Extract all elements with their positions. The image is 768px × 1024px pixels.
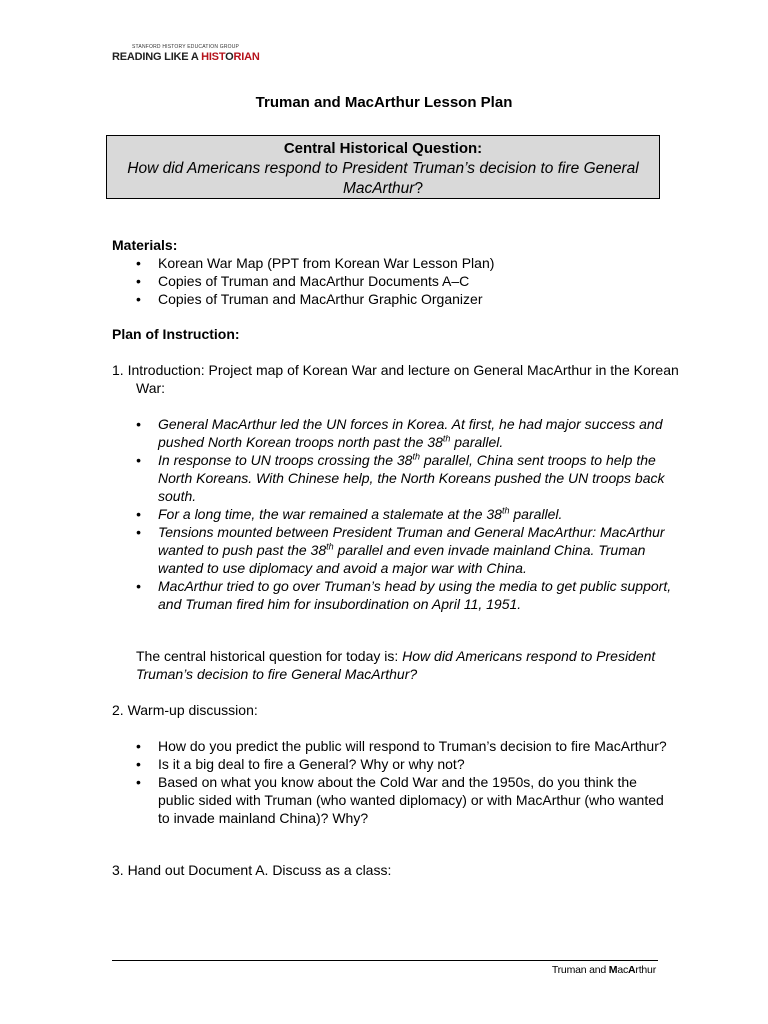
central-question-box <box>106 135 660 199</box>
step-2-bullets <box>112 737 672 827</box>
list-item: • In response to UN troops crossing the 38th parallel, China sent troops to help the North Koreans. With Chinese help, the North Koreans pushed the UN troops back south. <box>112 451 672 505</box>
logo-text-1: READING LIKE A <box>112 51 202 63</box>
central-question-statement <box>112 647 672 683</box>
plan-heading: Plan of Instruction: <box>112 326 240 342</box>
central-question-heading: Central Historical Question: <box>283 140 483 157</box>
materials-section <box>112 236 672 308</box>
logo-wordmark <box>112 51 260 63</box>
materials-heading: Materials: <box>112 237 178 253</box>
logo-group-name: STANFORD HISTORY EDUCATION GROUP <box>132 44 240 50</box>
logo <box>112 44 260 63</box>
central-question-italic: How did Americans respond to President Truman’s decision to fire General MacArthur <box>127 160 639 197</box>
list-item: • MacArthur tried to go over Truman’s head by using the media to get public support, and Truman fired him for insubordination on April 11, 1951. <box>112 577 672 613</box>
list-item: • How do you predict the public will respond to Truman’s decision to fire MacArthur? <box>112 737 672 755</box>
materials-list <box>112 254 672 308</box>
list-item: • Is it a big deal to fire a General? Why or why not? <box>112 755 672 773</box>
step-1: 1. Introduction: Project map of Korean War and lecture on General MacArthur in the Korean War: <box>112 362 679 396</box>
list-item: • General MacArthur led the UN forces in Korea. At first, he had major success and pushed North Korean troops north past the 38th parallel. <box>112 415 672 451</box>
central-question-text <box>107 159 659 199</box>
logo-text-4: RIAN <box>233 51 260 63</box>
list-item: • Based on what you know about the Cold War and the 1950s, do you think the public sided with Truman (who wanted diplomacy) or with MacArthur (who wanted to invade mainland China)? Why? <box>112 773 672 827</box>
list-item: • Copies of Truman and MacArthur Documents A–C <box>112 272 672 290</box>
step-1-bullets <box>112 415 672 613</box>
list-item: • Korean War Map (PPT from Korean War Lesson Plan) <box>112 254 672 272</box>
page-title: Truman and MacArthur Lesson Plan <box>255 94 513 111</box>
list-item: • Tensions mounted between President Truman and General MacArthur: MacArthur wanted to push past the 38th parallel and even invade mainland China. Truman wanted to use diplomacy and avoid a major war with China. <box>112 523 672 577</box>
list-item: • For a long time, the war remained a stalemate at the 38th parallel. <box>112 505 672 523</box>
central-lead: The central historical question for today is: <box>136 648 403 664</box>
list-item: • Copies of Truman and MacArthur Graphic Organizer <box>112 290 672 308</box>
central-question-inline: How did Americans respond to President Truman’s decision to fire General MacArthur? <box>136 648 656 682</box>
logo-text-2: HIST <box>201 51 226 63</box>
step-2: 2. Warm-up discussion: <box>112 702 258 718</box>
footer-divider <box>112 960 658 961</box>
central-question-end: ? <box>414 180 424 197</box>
footer: Truman and MacArthur <box>551 964 656 976</box>
logo-text-3: O <box>225 51 234 63</box>
step-3: 3. Hand out Document A. Discuss as a class: <box>112 862 392 878</box>
